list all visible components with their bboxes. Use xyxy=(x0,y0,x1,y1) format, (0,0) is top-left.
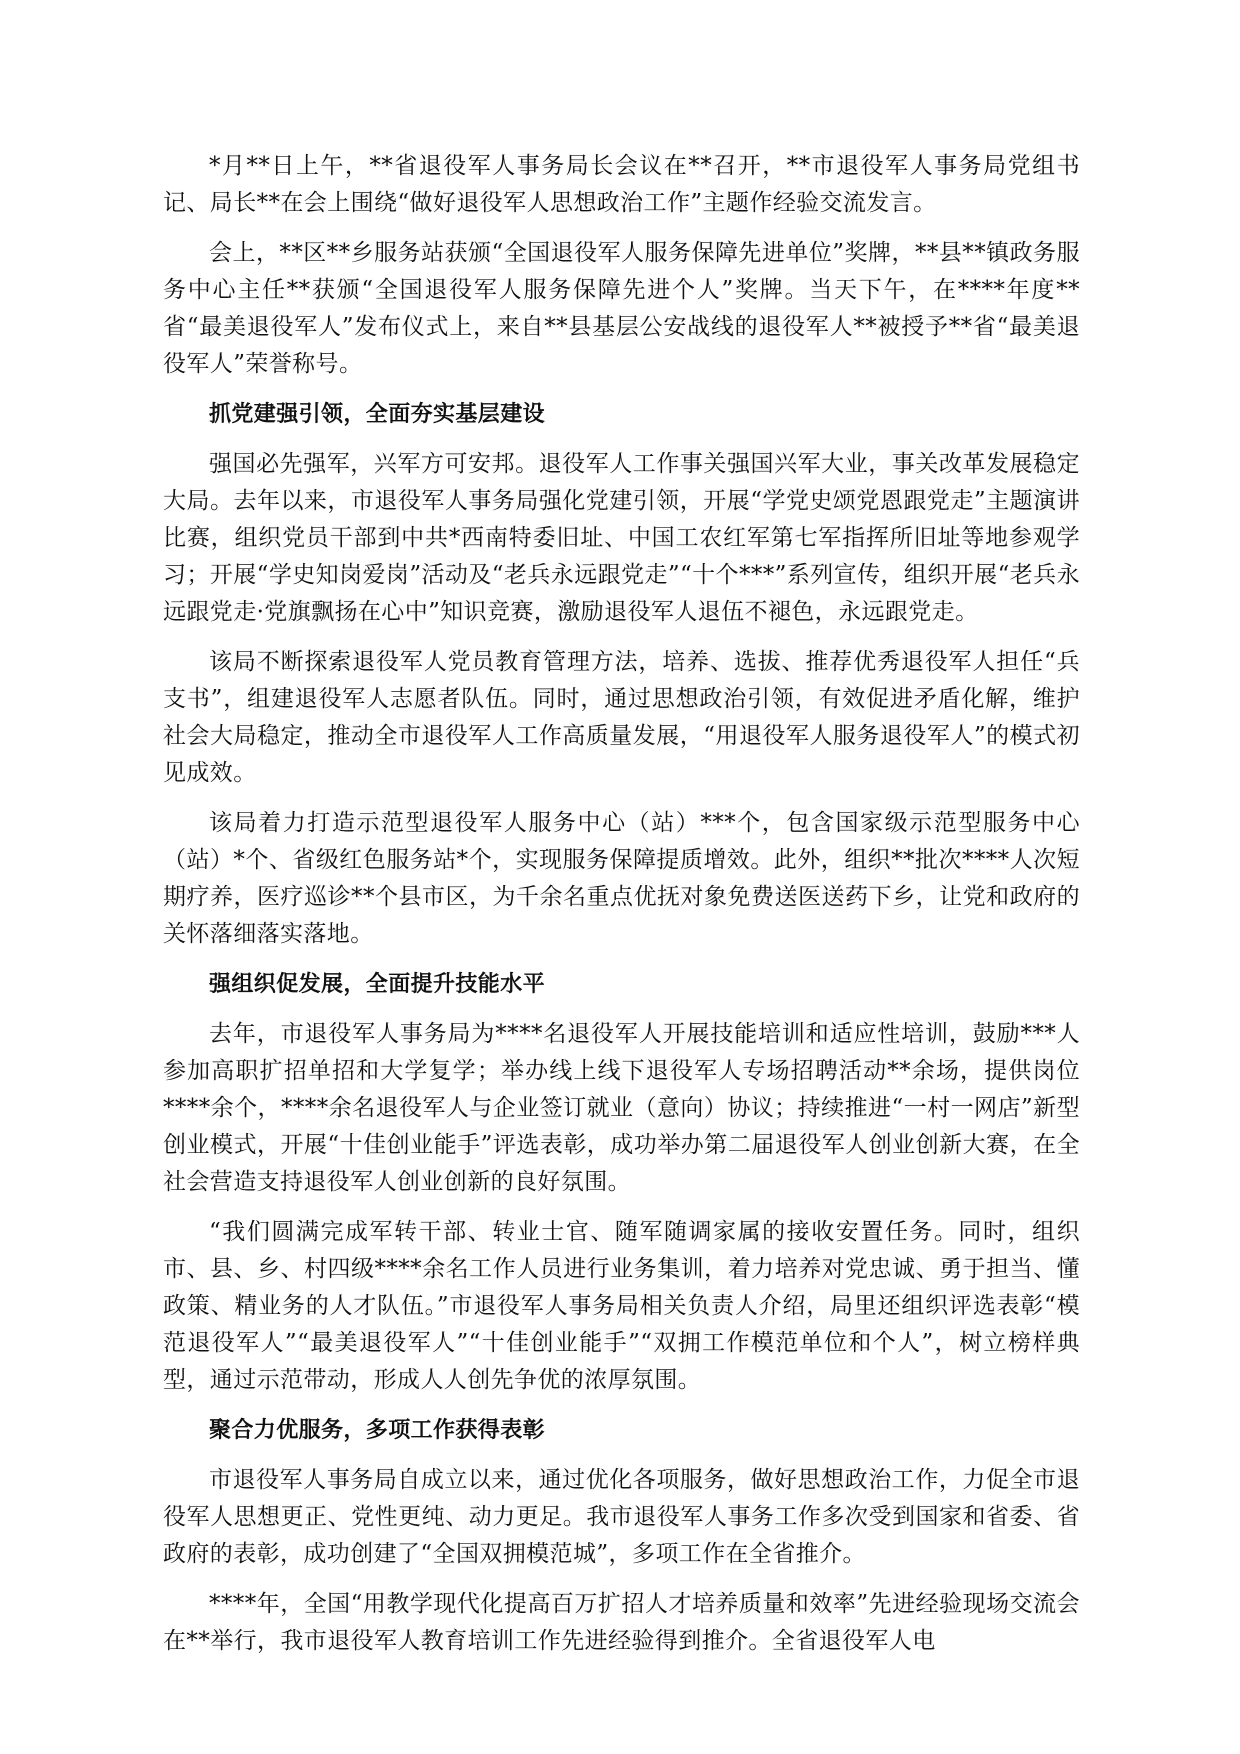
paragraph-service-centers: 该局着力打造示范型退役军人服务中心（站）***个，包含国家级示范型服务中心（站）*个、省级红色服务站*个，实现服务保障提质增效。此外，组织**批次****人次短期疗养，医疗巡诊**个县市区，为千余名重点优抚对象免费送医送药下乡，让党和政府的关怀落细落实落地。 xyxy=(163,810,1080,947)
section-heading-commendation: 聚合力优服务，多项工作获得表彰 xyxy=(209,1418,546,1443)
section-heading-party-building: 抓党建强引领，全面夯实基层建设 xyxy=(209,402,546,427)
paragraph-awards: 会上，**区**乡服务站获颁“全国退役军人服务保障先进单位”奖牌，**县**镇政务服务中心主任**获颁“全国退役军人服务保障先进个人”奖牌。当天下午，在****年度**省“最美退役军人”发布仪式上，来自**县基层公安战线的退役军人**被授予**省“最美退役军人”荣誉称号。 xyxy=(163,240,1080,377)
paragraph-meeting-intro: *月**日上午，**省退役军人事务局长会议在**召开，**市退役军人事务局党组书记、局长**在会上围绕“做好退役军人思想政治工作”主题作经验交流发言。 xyxy=(163,153,1080,216)
paragraph-skills-training: 去年，市退役军人事务局为****名退役军人开展技能培训和适应性培训，鼓励***人参加高职扩招单招和大学复学；举办线上线下退役军人专场招聘活动**余场，提供岗位****余个，****余名退役军人与企业签订就业（意向）协议；持续推进“一村一网店”新型创业模式，开展“十佳创业能手”评选表彰，成功举办第二届退役军人创业创新大赛，在全社会营造支持退役军人创业创新的良好氛围。 xyxy=(163,1021,1080,1195)
paragraph-education-management: 该局不断探索退役军人党员教育管理方法，培养、选拔、推荐优秀退役军人担任“兵支书”，组建退役军人志愿者队伍。同时，通过思想政治引领，有效促进矛盾化解，维护社会大局稳定，推动全市退役军人工作高质量发展，“用退役军人服务退役军人”的模式初见成效。 xyxy=(163,649,1080,786)
paragraph-party-leadership: 强国必先强军，兴军方可安邦。退役军人工作事关强国兴军大业，事关改革发展稳定大局。去年以来，市退役军人事务局强化党建引领，开展“学党史颂党恩跟党走”主题演讲比赛，组织党员干部到中共*西南特委旧址、中国工农红军第七军指挥所旧址等地参观学习；开展“学史知岗爱岗”活动及“老兵永远跟党走”“十个***”系列宣传，组织开展“老兵永远跟党走·党旗飘扬在心中”知识竞赛，激励退役军人退伍不褪色，永远跟党走。 xyxy=(163,451,1080,625)
section-heading-skills: 强组织促发展，全面提升技能水平 xyxy=(209,972,546,997)
paragraph-resettlement: “我们圆满完成军转干部、转业士官、随军随调家属的接收安置任务。同时，组织市、县、乡、村四级****余名工作人员进行业务集训，着力培养对党忠诚、勇于担当、懂政策、精业务的人才队伍。”市退役军人事务局相关负责人介绍，局里还组织评选表彰“模范退役军人”“最美退役军人”“十佳创业能手”“双拥工作模范单位和个人”，树立榜样典型，通过示范带动，形成人人创先争优的浓厚氛围。 xyxy=(163,1219,1080,1393)
paragraph-optimized-services: 市退役军人事务局自成立以来，通过优化各项服务，做好思想政治工作，力促全市退役军人思想更正、党性更纯、动力更足。我市退役军人事务工作多次受到国家和省委、省政府的表彰，成功创建了“全国双拥模范城”，多项工作在全省推介。 xyxy=(163,1467,1080,1567)
document-body xyxy=(163,148,1080,1673)
paragraph-experience-promotion: ****年，全国“用教学现代化提高百万扩招人才培养质量和效率”先进经验现场交流会在**举行，我市退役军人教育培训工作先进经验得到推介。全省退役军人电 xyxy=(163,1591,1080,1654)
